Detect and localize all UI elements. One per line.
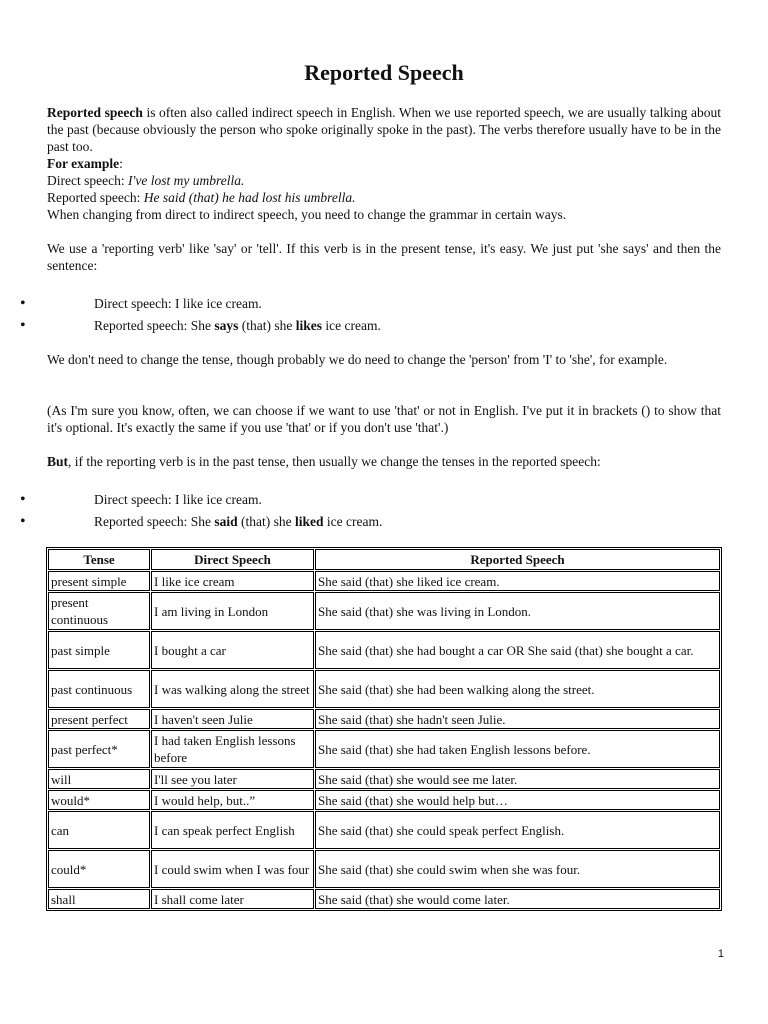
example-colon: : [119, 156, 123, 171]
bullet-bold-likes: likes [295, 318, 322, 333]
table-row [48, 631, 720, 669]
cell-direct: I had taken English lessons before [151, 730, 314, 768]
cell-tense: past perfect* [48, 730, 150, 768]
reporting-verb-paragraph: We use a 'reporting verb' like 'say' or 'tell'. If this verb is in the present tense, it's easy. We just put 'she says' and then the sentence: [47, 241, 721, 273]
intro-paragraph [47, 104, 721, 155]
but-paragraph [47, 453, 721, 470]
example-heading [47, 155, 721, 172]
but-bold: But [47, 454, 69, 469]
bullet-bold-liked: liked [294, 514, 324, 529]
cell-tense: present perfect [48, 709, 150, 729]
cell-direct: I am living in London [151, 592, 314, 630]
cell-reported: She said (that) she could speak perfect English. [315, 811, 720, 849]
changing-paragraph: When changing from direct to indirect speech, you need to change the grammar in certain ways. [47, 207, 567, 222]
bullet-text-part: ice cream. [321, 318, 381, 333]
bullet-text-part: (that) she [238, 318, 296, 333]
cell-direct: I would help, but..” [151, 790, 314, 810]
cell-reported: She said (that) she hadn't seen Julie. [315, 709, 720, 729]
example-direct-label: Direct speech: [47, 173, 128, 188]
table-row [48, 790, 720, 810]
bullet-bold-said: said [214, 514, 238, 529]
table-row [48, 769, 720, 789]
table-row [48, 811, 720, 849]
cell-direct: I could swim when I was four [151, 850, 314, 888]
cell-tense: could* [48, 850, 150, 888]
cell-reported: She said (that) she would help but… [315, 790, 720, 810]
cell-tense: present continuous [48, 592, 150, 630]
example-direct-text: I've lost my umbrella. [127, 173, 245, 188]
table-row [48, 571, 720, 591]
cell-tense: present simple [48, 571, 150, 591]
that-paragraph: (As I'm sure you know, often, we can choose if we want to use 'that' or not in English. I've put it in brackets () to show that it's optional. It's exactly the same if you use 'that' or if you don't use 'that'.) [47, 403, 721, 435]
header-tense: Tense [48, 549, 150, 570]
table-row [48, 709, 720, 729]
cell-reported: She said (that) she would come later. [315, 889, 720, 909]
bullet-text: Direct speech: I like ice cream. [94, 492, 262, 507]
cell-direct: I can speak perfect English [151, 811, 314, 849]
table-row [48, 889, 720, 909]
intro-text: is often also called indirect speech in English. When we use reported speech, we are usually talking about the past (because obviously the person who spoke originally spoke in the past). The verbs therefore usually have to be in the past too. [47, 105, 721, 154]
cell-reported: She said (that) she had bought a car OR She said (that) she bought a car. [315, 631, 720, 669]
bullet-text-part: Reported speech: She [94, 318, 215, 333]
bullet-text: Direct speech: I like ice cream. [94, 296, 262, 311]
bullet-text-part: (that) she [237, 514, 295, 529]
cell-direct: I was walking along the street [151, 670, 314, 708]
cell-reported: She said (that) she had been walking along the street. [315, 670, 720, 708]
example-reported-text: He said (that) he had lost his umbrella. [143, 190, 356, 205]
example-direct-line [47, 172, 721, 189]
cell-direct: I like ice cream [151, 571, 314, 591]
cell-tense: would* [48, 790, 150, 810]
bullet-text [94, 513, 382, 530]
example-label: For example [47, 156, 120, 171]
cell-reported: She said (that) she liked ice cream. [315, 571, 720, 591]
table-header-row [48, 549, 720, 570]
cell-tense: can [48, 811, 150, 849]
bullet-dot: • [20, 513, 26, 530]
cell-direct: I haven't seen Julie [151, 709, 314, 729]
person-paragraph: We don't need to change the tense, though probably we do need to change the 'person' from 'I' to 'she', for example. [47, 352, 668, 367]
bullet-dot: • [20, 491, 26, 508]
page-number: 1 [717, 948, 724, 960]
example-reported-line [47, 189, 721, 206]
intro-term: Reported speech [47, 105, 143, 120]
cell-tense: will [48, 769, 150, 789]
header-reported-speech: Reported Speech [315, 549, 720, 570]
cell-reported: She said (that) she would see me later. [315, 769, 720, 789]
cell-direct: I shall come later [151, 889, 314, 909]
bullet-text [94, 317, 381, 334]
cell-reported: She said (that) she had taken English lessons before. [315, 730, 720, 768]
table-row [48, 592, 720, 630]
cell-reported: She said (that) she was living in London. [315, 592, 720, 630]
table-row [48, 850, 720, 888]
page-title: Reported Speech [304, 60, 464, 85]
example-reported-label: Reported speech: [47, 190, 144, 205]
bullet-text-part: Reported speech: She [94, 514, 215, 529]
header-direct-speech: Direct Speech [151, 549, 314, 570]
bullet-dot: • [20, 295, 26, 312]
cell-direct: I bought a car [151, 631, 314, 669]
cell-tense: shall [48, 889, 150, 909]
bullet-text-part: ice cream. [323, 514, 383, 529]
cell-tense: past simple [48, 631, 150, 669]
cell-tense: past continuous [48, 670, 150, 708]
tense-table [46, 547, 722, 911]
but-text: , if the reporting verb is in the past tense, then usually we change the tenses in the reported speech: [68, 454, 601, 469]
bullet-bold-says: says [214, 318, 239, 333]
table-row [48, 670, 720, 708]
cell-direct: I'll see you later [151, 769, 314, 789]
table-row [48, 730, 720, 768]
bullet-dot: • [20, 317, 26, 334]
cell-reported: She said (that) she could swim when she was four. [315, 850, 720, 888]
